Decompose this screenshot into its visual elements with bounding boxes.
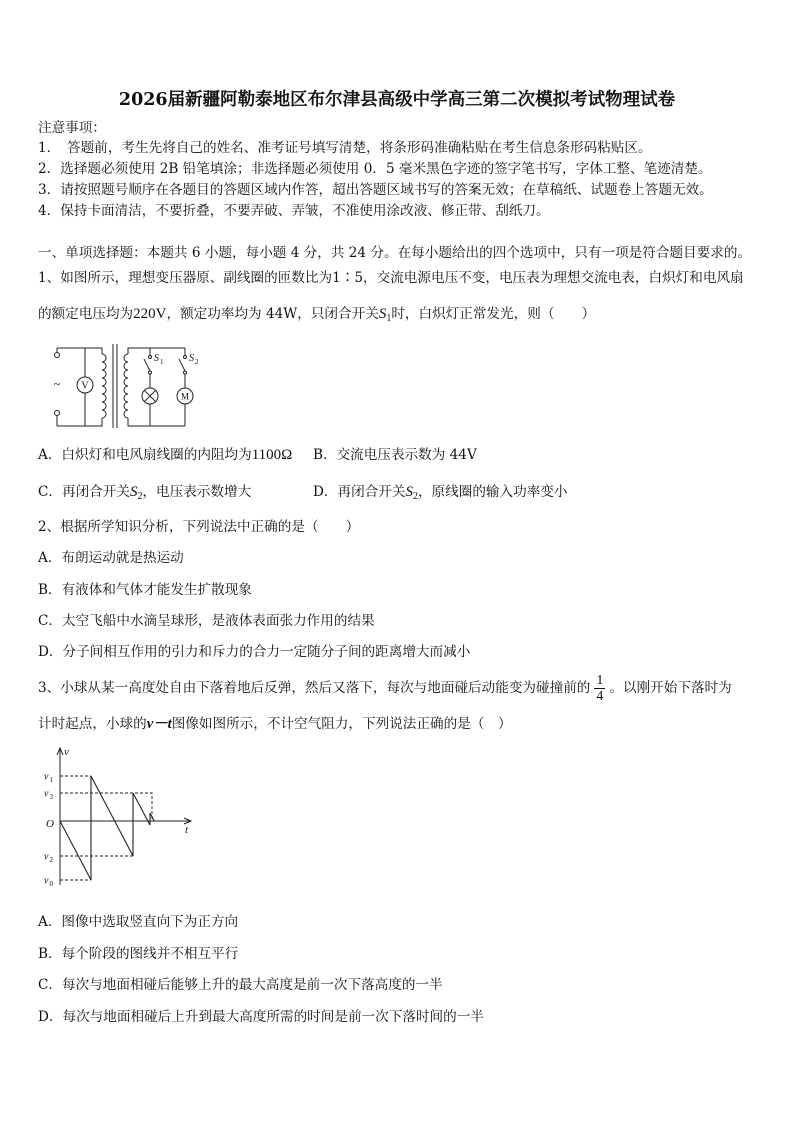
q3-stem-text-pre: 3、小球从某一高度处自由下落着地后反弹，然后又落下，每次与地面碰后动能变为碰撞前的: [38, 680, 591, 696]
q1-option-d-switch: S: [405, 484, 413, 500]
section-1-heading: 一、单项选择题：本题共 6 小题，每小题 4 分，共 24 分。在每小题给出的四个选项中，只有一项是符合题目要求的。: [38, 245, 752, 261]
switch-2-blade: [179, 359, 185, 371]
q1-stem-line-2: [38, 305, 595, 325]
switch-1-label: S: [154, 353, 159, 364]
q1-switch-symbol: S: [378, 306, 387, 322]
notice-heading: 注意事项：: [38, 120, 106, 136]
q1-stem-text-post: 时，白炽灯正常发光，则（ ）: [391, 306, 596, 322]
switch-2-label: S: [189, 353, 194, 364]
tick-label-v3-subscript: 3: [49, 793, 53, 801]
q3-stem-line-1: [38, 670, 732, 706]
tick-label-v0-subscript: 0: [49, 880, 53, 888]
lamp-cross: [144, 390, 155, 401]
q3-option-c: C．每次与地面相碰后能够上升的最大高度是前一次下落高度的一半: [38, 977, 443, 993]
q1-option-c-switch-subscript: 2: [137, 491, 143, 502]
q3-stem-line-2: [38, 715, 512, 733]
q1-option-d: [313, 483, 568, 503]
q2-stem: 2、根据所学知识分析，下列说法中正确的是（ ）: [38, 519, 360, 535]
q1-option-a-text: A．白炽灯和电风扇线圈的内阻均为: [38, 447, 252, 463]
q3-graph-name: v－t: [146, 716, 172, 732]
q1-option-d-post: ，原线圈的输入功率变小: [417, 484, 568, 500]
tick-label-v2-subscript: 2: [49, 856, 53, 864]
origin-label: O: [46, 818, 54, 830]
q1-option-d-pre: D．再闭合开关: [313, 484, 406, 500]
q2-option-b: B．有液体和气体才能发生扩散现象: [38, 582, 252, 598]
primary-bottom-wire: [57, 418, 102, 426]
velocity-time-graph: [40, 744, 200, 890]
switch-1-label-subscript: 1: [160, 358, 164, 366]
notice-item-4: 4．保持卡面清洁，不要折叠，不要弄破、弄皱，不准使用涂改液、修正带、刮纸刀。: [38, 203, 550, 219]
q3-stem-line-2-pre: 计时起点，小球的: [38, 716, 147, 732]
q2-option-a: A．布朗运动就是热运动: [38, 550, 184, 566]
source-terminal-bottom: [55, 411, 60, 416]
switch-2-contact-bottom: [184, 371, 187, 374]
ac-source-symbol: ~: [53, 377, 61, 391]
q1-option-c: [38, 483, 251, 503]
q1-option-c-post: ，电压表示数增大: [142, 484, 252, 500]
q1-switch-subscript: 1: [386, 313, 392, 324]
secondary-bottom-wire: [128, 418, 185, 426]
q1-option-c-switch: S: [129, 484, 138, 500]
fraction-numerator: 1: [596, 672, 604, 688]
voltmeter-label: V: [81, 380, 89, 392]
fraction-one-quarter: [594, 673, 605, 704]
primary-top-wire: [57, 348, 102, 354]
q2-option-c: C．太空飞船中水滴呈球形，是液体表面张力作用的结果: [38, 613, 375, 629]
q1-stem-text-mid: ，额定功率均为 44W，只闭合开关: [166, 306, 379, 322]
q1-option-b: B．交流电压表示数为 44V: [313, 447, 477, 463]
primary-coil: [102, 354, 106, 418]
iron-core: [113, 344, 117, 428]
notice-item-1: 1． 答题前，考生先将自己的姓名、准考证号填写清楚，将条形码准确粘贴在考生信息条形码粘贴区。: [38, 140, 652, 156]
q3-stem-line-2-post: 图像如图所示，不计空气阻力，下列说法正确的是（ ）: [171, 716, 512, 732]
q2-option-d: D．分子间相互作用的引力和斥力的合力一定随分子间的距离增大而减小: [38, 644, 471, 660]
q1-option-a-value: 1100Ω: [251, 447, 293, 463]
tick-label-v0: v: [44, 875, 49, 887]
notice-item-2: 2．选择题必须使用 2B 铅笔填涂；非选择题必须使用 0．5 毫米黑色字迹的签字笔书写，字体工整、笔迹清楚。: [38, 161, 712, 177]
q3-stem-text-post: 。以刚开始下落时为: [609, 680, 732, 696]
q1-rated-voltage: 220V: [133, 306, 167, 322]
secondary-coil: [124, 354, 128, 418]
fraction-denominator: 4: [596, 688, 604, 704]
switch-1-contact-bottom: [149, 371, 152, 374]
t-axis-label: t: [185, 824, 189, 836]
q1-option-c-pre: C．再闭合开关: [38, 484, 130, 500]
q1-option-a: [38, 446, 292, 464]
v-axis-label: v: [64, 746, 69, 758]
source-terminal-top: [55, 353, 60, 358]
switch-2-label-subscript: 2: [195, 358, 199, 366]
notice-item-3: 3．请按照题号顺序在各题目的答题区域内作答，超出答题区域书写的答案无效；在草稿纸、试题卷上答题无效。: [38, 182, 713, 198]
dashed-guide-v3: [60, 793, 152, 821]
q3-option-d: D．每次与地面相碰后上升到最大高度所需的时间是前一次下落时间的一半: [38, 1009, 484, 1025]
q1-option-d-switch-subscript: 2: [412, 491, 418, 502]
tick-label-v1: v: [44, 771, 49, 783]
q3-option-a: A．图像中选取竖直向下为正方向: [38, 914, 239, 930]
motor-label: M: [180, 391, 190, 402]
velocity-curve: [60, 776, 154, 880]
switch-1-blade: [144, 359, 150, 371]
switch-2-contact-top: [184, 356, 187, 359]
tick-label-v3: v: [44, 788, 49, 800]
q1-stem-text-pre: 的额定电压均为: [38, 306, 134, 322]
q3-option-b: B．每个阶段的图线并不相互平行: [38, 946, 239, 962]
exam-title: 2026届新疆阿勒泰地区布尔津县高级中学高三第二次模拟考试物理试卷: [118, 90, 676, 110]
transformer-circuit-diagram: [40, 340, 212, 432]
switch-1-contact-top: [149, 356, 152, 359]
tick-label-v2: v: [44, 851, 49, 863]
tick-label-v1-subscript: 1: [49, 776, 53, 784]
q1-stem-line-1: 1、如图所示，理想变压器原、副线圈的匝数比为1∶5，交流电源电压不变，电压表为理想交流电表，白炽灯和电风扇: [38, 270, 744, 286]
